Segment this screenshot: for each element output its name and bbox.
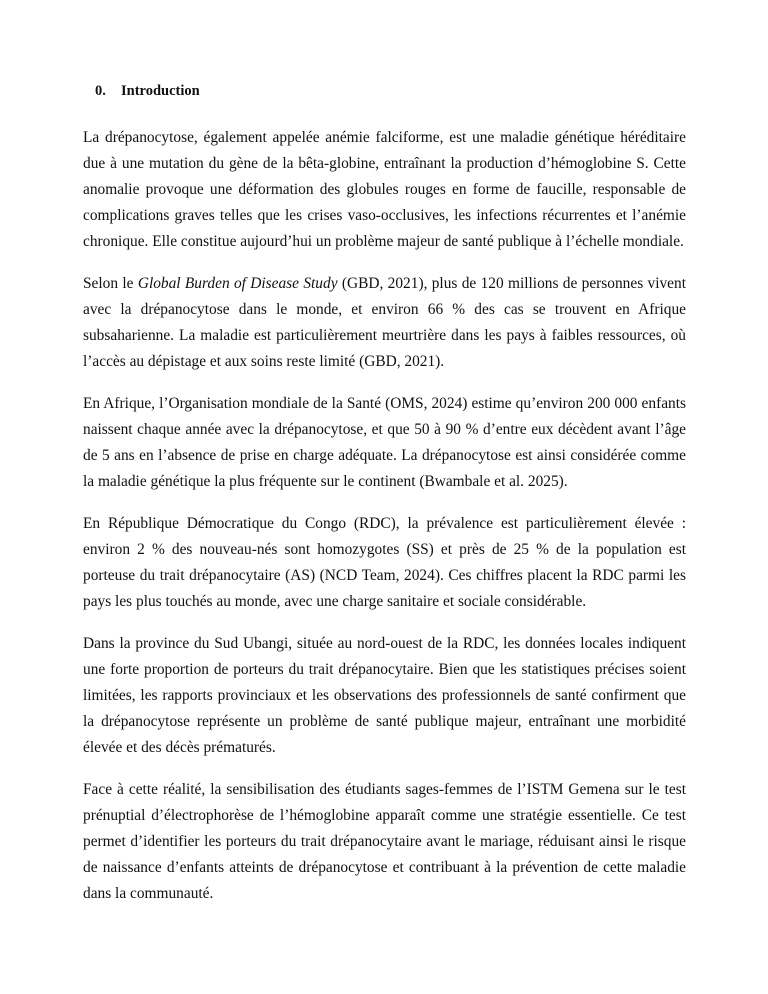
study-title: Global Burden of Disease Study [137, 275, 338, 292]
document-page [83, 80, 686, 907]
paragraph-sud-ubangi: Dans la province du Sud Ubangi, située au nord-ouest de la RDC, les données locales indiquent une forte proportion de porteurs du trait drépanocytaire. Bien que les statistiques précises soient limitées, les rapports provinciaux et les observations des professionnels de santé confirment que la drépanocytose représente un problème de santé publique majeur, entraînant une morbidité élevée et des décès prématurés. [83, 635, 686, 756]
paragraph-rdc: En République Démocratique du Congo (RDC), la prévalence est particulièrement élevée : environ 2 % des nouveau-nés sont homozygotes (SS) et près de 25 % de la population est porteuse du trait drépanocytaire (AS) (NCD Team, 2024). Ces chiffres placent la RDC parmi les pays les plus touchés au monde, avec une charge sanitaire et sociale considérable. [83, 515, 686, 610]
section-heading [95, 80, 686, 102]
paragraph-sensibilisation: Face à cette réalité, la sensibilisation des étudiants sages-femmes de l’ISTM Gemena sur le test prénuptial d’électrophorèse de l’hémoglobine apparaît comme une stratégie essentielle. Ce test permet d’identifier les porteurs du trait drépanocytaire avant le mariage, réduisant ainsi le risque de naissance d’enfants atteints de drépanocytose et contribuant à la prévention de cette maladie dans la communauté. [83, 781, 686, 902]
section-title: Introduction [121, 83, 200, 99]
paragraph-suffix: (GBD, 2021), plus de 120 millions de personnes vivent avec la drépanocytose dans le monde, et environ 66 % des cas se trouvent en Afrique subsaharienne. La maladie est particulièrement meurtrière dans les pays à faibles ressources, où l’accès au dépistage et aux soins reste limité (GBD, 2021). [83, 275, 686, 370]
paragraph-africa: En Afrique, l’Organisation mondiale de la Santé (OMS, 2024) estime qu’environ 200 000 enfants naissent chaque année avec la drépanocytose, et que 50 à 90 % d’entre eux décèdent avant l’âge de 5 ans en l’absence de prise en charge adéquate. La drépanocytose est ainsi considérée comme la maladie génétique la plus fréquente sur le continent (Bwambale et al. 2025). [83, 395, 686, 490]
paragraph-prefix: Selon le [83, 275, 138, 292]
paragraph-global-burden [83, 271, 686, 375]
section-number: 0. [95, 83, 106, 99]
paragraph-definition: La drépanocytose, également appelée anémie falciforme, est une maladie génétique héréditaire due à une mutation du gène de la bêta-globine, entraînant la production d’hémoglobine S. Cette anomalie provoque une déformation des globules rouges en forme de faucille, responsable de complications graves telles que les crises vaso-occlusives, les infections récurrentes et l’anémie chronique. Elle constitue aujourd’hui un problème majeur de santé publique à l’échelle mondiale. [83, 129, 686, 250]
